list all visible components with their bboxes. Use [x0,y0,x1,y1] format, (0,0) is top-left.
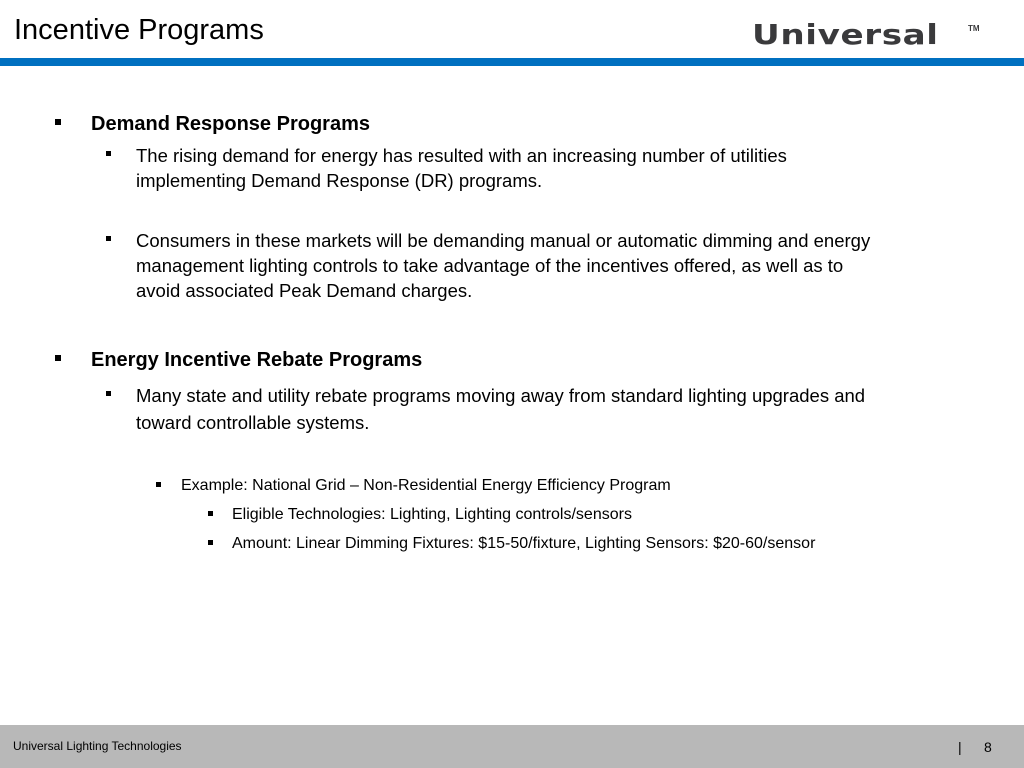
bullet-icon [55,119,61,125]
bullet-icon [208,540,213,545]
bullet-icon [208,511,213,516]
footer-separator: | [958,739,962,755]
list-item-line: management lighting controls to take advantage of the incentives offered, as well as to [136,255,844,276]
logo-trademark: TM [968,24,980,33]
slide-title: Incentive Programs [14,14,264,46]
bullet-icon [106,391,111,396]
bullet-icon [156,482,161,487]
list-item-line: Many state and utility rebate programs moving away from standard lighting upgrades and [136,385,866,406]
example-text: Example: National Grid – Non-Residential Energy Efficiency Program [181,477,671,494]
list-item-line: avoid associated Peak Demand charges. [136,280,473,301]
footer-company: Universal Lighting Technologies [13,739,182,753]
list-item-line: toward controllable systems. [136,412,370,433]
page-number: 8 [984,739,992,755]
list-item-line: implementing Demand Response (DR) programs. [136,170,543,191]
slide-footer [0,725,1024,768]
bullet-icon [55,355,61,361]
example-subitem: Eligible Technologies: Lighting, Lighting controls/sensors [232,506,632,523]
section-heading-demand-response: Demand Response Programs [91,113,370,135]
list-item-line: Consumers in these markets will be demanding manual or automatic dimming and energy [136,230,871,251]
bullet-icon [106,236,111,241]
section-heading-energy-incentive: Energy Incentive Rebate Programs [91,349,423,371]
bullet-icon [106,151,111,156]
example-subitem: Amount: Linear Dimming Fixtures: $15-50/fixture, Lighting Sensors: $20-60/sensor [232,535,816,552]
list-item-line: The rising demand for energy has resulted with an increasing number of utilities [136,145,787,166]
universal-logo: Universal [752,18,939,51]
